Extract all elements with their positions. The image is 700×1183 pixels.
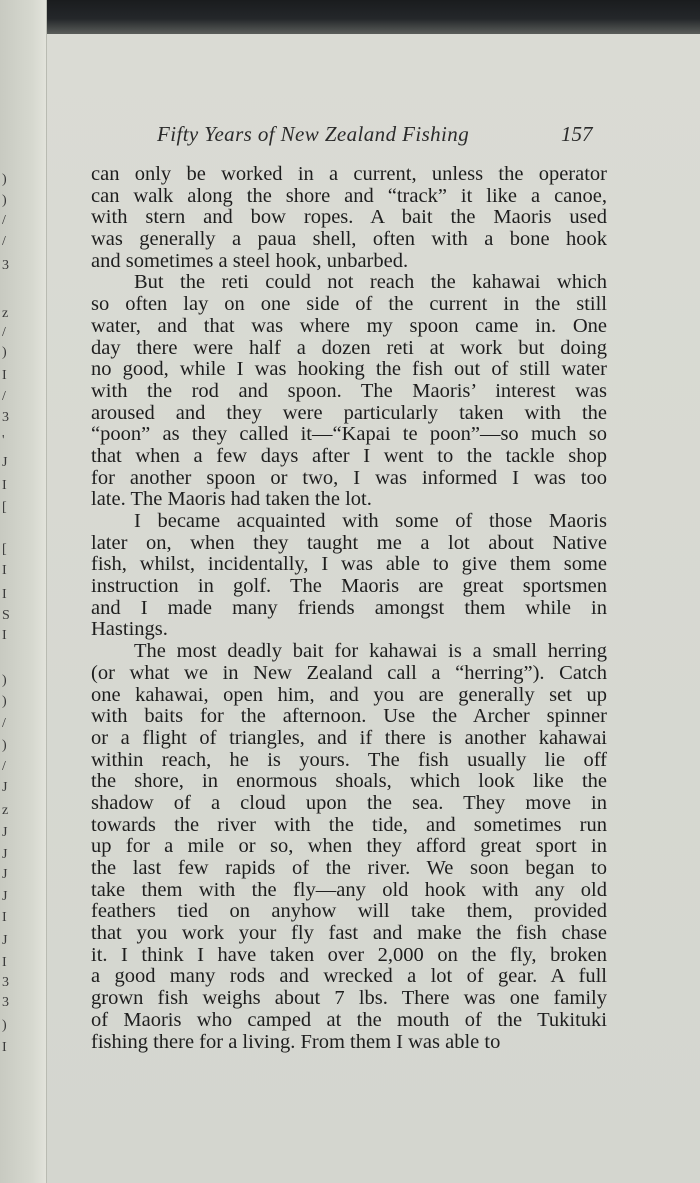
text-line: aroused and they were particularly taken with the	[91, 401, 607, 424]
margin-mark: )	[2, 193, 7, 208]
page-number: 157	[561, 122, 593, 146]
text-line: with baits for the afternoon. Use the Archer spinner	[91, 705, 607, 728]
running-head	[47, 122, 700, 152]
text-line: The most deadly bait for kahawai is a small herring	[134, 640, 607, 663]
text-line: water, and that was where my spoon came in. One	[91, 314, 607, 337]
text-line: one kahawai, open him, and you are generally set up	[91, 683, 607, 706]
text-line: day there were half a dozen reti at work but doing	[91, 336, 607, 359]
margin-mark: J	[2, 889, 8, 904]
text-line: with stern and bow ropes. A bait the Maoris used	[91, 206, 607, 229]
margin-mark: I	[2, 587, 7, 602]
margin-mark: /	[2, 759, 6, 774]
text-line: so often lay on one side of the current in the still	[91, 293, 607, 316]
text-line: within reach, he is yours. The fish usually lie off	[91, 748, 607, 771]
text-line: that you work your fly fast and make the fish chase	[91, 922, 607, 945]
margin-mark: /	[2, 325, 6, 340]
text-line: “poon” as they called it—“Kapai te poon”—so much so	[91, 423, 607, 446]
text-line: and I made many friends amongst them while in	[91, 596, 607, 619]
margin-mark: /	[2, 213, 6, 228]
text-line: that when a few days after I went to the tackle shop	[91, 444, 607, 467]
margin-mark: J	[2, 825, 8, 840]
text-line: with the rod and spoon. The Maoris’ interest was	[91, 379, 607, 402]
margin-mark: /	[2, 234, 6, 249]
text-line: fishing there for a living. From them I was able to	[91, 1030, 501, 1053]
text-line: of Maoris who camped at the mouth of the Tukituki	[91, 1008, 607, 1031]
margin-mark: I	[2, 368, 7, 383]
text-line: for another spoon or two, I was informed I was too	[91, 466, 607, 489]
margin-mark: J	[2, 867, 8, 882]
text-line: later on, when they taught me a lot about Native	[91, 531, 607, 554]
margin-mark: J	[2, 847, 8, 862]
text-line: or a flight of triangles, and if there is another kahawai	[91, 726, 607, 749]
margin-mark: [	[2, 542, 7, 557]
margin-mark: J	[2, 780, 8, 795]
text-line: a good many rods and wrecked a lot of gear. A full	[91, 965, 607, 988]
text-line: up for a mile or so, when they afford great sport in	[91, 835, 607, 858]
text-line: the shore, in enormous shoals, which look like the	[91, 770, 607, 793]
margin-mark: 3	[2, 410, 9, 425]
text-line: I became acquainted with some of those Maoris	[134, 510, 607, 532]
margin-mark: I	[2, 1040, 7, 1055]
text-line: feathers tied on anyhow will take them, provided	[91, 900, 607, 923]
text-line: grown fish weighs about 7 lbs. There was one family	[91, 987, 607, 1010]
margin-mark: )	[2, 1018, 7, 1033]
text-line: late. The Maoris had taken the lot.	[91, 488, 372, 511]
text-line: But the reti could not reach the kahawai which	[134, 271, 607, 294]
margin-mark: )	[2, 694, 7, 709]
text-line: fish, whilst, incidentally, I was able to give them some	[91, 553, 607, 576]
margin-mark: I	[2, 628, 7, 643]
margin-mark: I	[2, 910, 7, 925]
text-line: can walk along the shore and “track” it like a canoe,	[91, 184, 607, 207]
margin-mark: )	[2, 738, 7, 753]
text-line: instruction in golf. The Maoris are great sportsmen	[91, 575, 607, 598]
text-line: can only be worked in a current, unless the operator	[91, 163, 607, 185]
book-page	[47, 34, 700, 1183]
margin-mark: 3	[2, 975, 9, 990]
running-title: Fifty Years of New Zealand Fishing	[157, 122, 470, 146]
text-line: the last few rapids of the river. We soon began to	[91, 857, 607, 879]
text-line: Hastings.	[91, 618, 168, 641]
facing-page-edge	[0, 0, 47, 1183]
text-line: (or what we in New Zealand call a “herring”). Catch	[91, 661, 607, 684]
margin-mark: /	[2, 389, 6, 404]
margin-mark: )	[2, 673, 7, 688]
text-line: towards the river with the tide, and sometimes run	[91, 813, 607, 836]
text-line: was generally a paua shell, often with a bone hook	[91, 228, 607, 251]
text-line: it. I think I have taken over 2,000 on the fly, broken	[91, 943, 607, 966]
margin-mark: z	[2, 803, 9, 818]
body-text	[91, 164, 607, 1053]
margin-mark: 3	[2, 258, 9, 273]
margin-mark: J	[2, 455, 8, 470]
margin-mark: J	[2, 933, 8, 948]
text-line: take them with the fly—any old hook with any old	[91, 878, 607, 901]
text-line: and sometimes a steel hook, unbarbed.	[91, 249, 409, 272]
margin-mark: )	[2, 345, 7, 360]
text-line: shadow of a cloud upon the sea. They move in	[91, 791, 607, 814]
margin-mark: 3	[2, 995, 9, 1010]
margin-mark: z	[2, 306, 9, 321]
text-line: no good, while I was hooking the fish out of still water	[91, 358, 607, 381]
margin-mark: /	[2, 716, 6, 731]
scan-top-edge	[0, 0, 700, 34]
margin-mark: [	[2, 500, 7, 515]
margin-mark: )	[2, 172, 7, 187]
margin-mark: '	[2, 433, 5, 448]
margin-mark: I	[2, 955, 7, 970]
margin-mark: S	[2, 608, 10, 623]
margin-mark: I	[2, 563, 7, 578]
margin-mark: I	[2, 478, 7, 493]
